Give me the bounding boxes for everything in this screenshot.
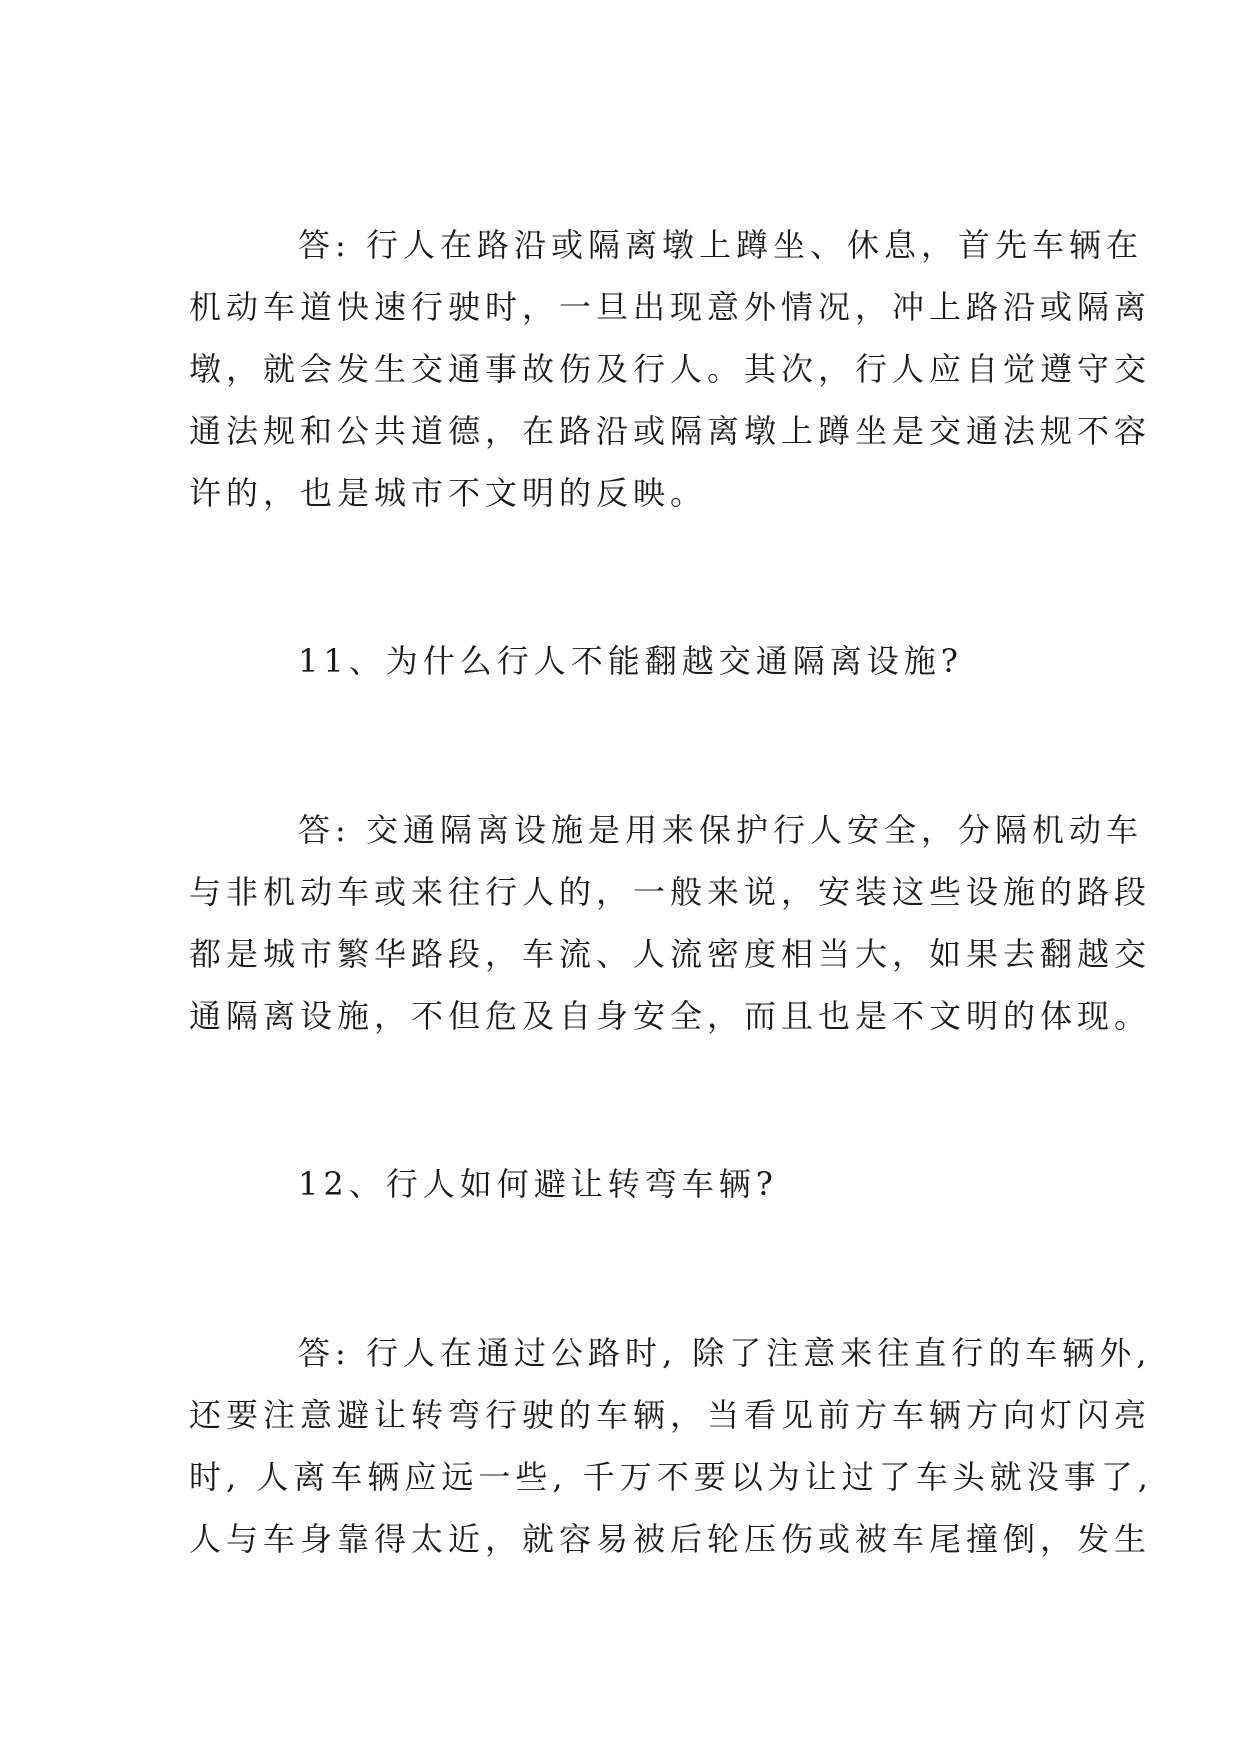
answer-11-line-4: 通隔离设施，不但危及自身安全，而且也是不文明的体现。 <box>189 997 1152 1035</box>
answer-12-line-4: 人与车身靠得太近，就容易被后轮压伤或被车尾撞倒，发生 <box>189 1520 1152 1558</box>
answer-11-line-2: 与非机动车或来往行人的，一般来说，安装这些设施的路段 <box>189 873 1152 911</box>
answer-10-line-3: 墩，就会发生交通事故伤及行人。其次，行人应自觉遵守交 <box>189 350 1152 388</box>
answer-12-line-3: 时, 人离车辆应远一些, 千万不要以为让过了车头就没事了, <box>189 1458 1153 1496</box>
answer-12-line-2: 还要注意避让转弯行驶的车辆，当看见前方车辆方向灯闪亮 <box>189 1396 1152 1434</box>
question-12-heading: 12、行人如何避让转弯车辆? <box>298 1165 778 1203</box>
question-11-heading: 11、为什么行人不能翻越交通隔离设施? <box>298 642 963 680</box>
answer-10-line-5: 许的，也是城市不文明的反映。 <box>189 474 708 512</box>
answer-12-line-1: 答: 行人在通过公路时, 除了注意来往直行的车辆外, <box>298 1334 1152 1372</box>
answer-10-line-2: 机动车道快速行驶时，一旦出现意外情况，冲上路沿或隔离 <box>189 288 1152 326</box>
answer-10-line-4: 通法规和公共道德，在路沿或隔离墩上蹲坐是交通法规不容 <box>189 412 1152 450</box>
answer-11-line-3: 都是城市繁华路段，车流、人流密度相当大，如果去翻越交 <box>189 935 1152 973</box>
answer-11-line-1: 答: 交通隔离设施是用来保护行人安全，分隔机动车 <box>298 811 1143 849</box>
answer-10-line-1: 答: 行人在路沿或隔离墩上蹲坐、休息，首先车辆在 <box>298 226 1143 264</box>
